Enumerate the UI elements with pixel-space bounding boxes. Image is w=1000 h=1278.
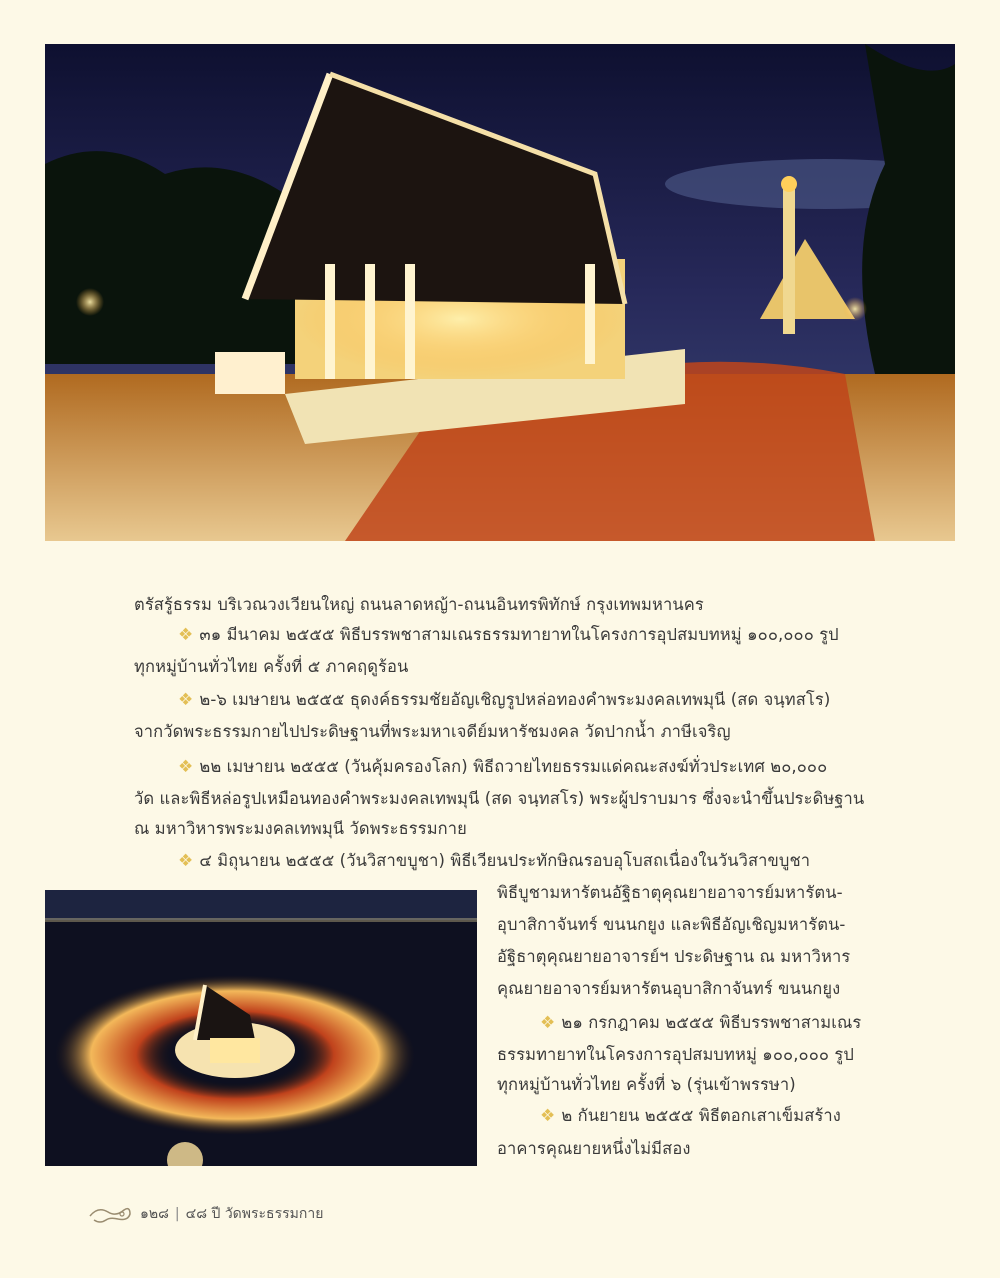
event-item-4-text: ๔ มิถุนายน ๒๕๕๕ (วันวิสาขบูชา) พิธีเวียนประทักษิณรอบอุโบสถเนื่องในวันวิสาขบูชา (199, 851, 811, 870)
footer-separator: | (174, 1206, 180, 1222)
diamond-flower-icon: ❖ (178, 690, 194, 710)
ceremony-photo-bottom (45, 890, 477, 1166)
event-item-1-line-2: ทุกหมู่บ้านทั่วไทย ครั้งที่ ๕ ภาคฤดูร้อน (134, 657, 409, 676)
event-item-5-text: ๒๑ กรกฎาคม ๒๕๕๕ พิธีบรรพชาสามเณร (561, 1013, 862, 1032)
event-item-3-line-2: วัด และพิธีหล่อรูปเหมือนทองคำพระมงคลเทพมุนี (สด จนฺทสโร) พระผู้ปราบมาร ซึ่งจะนำขึ้นประดิษฐาน (134, 789, 865, 808)
diamond-flower-icon: ❖ (178, 851, 194, 871)
book-title: ๔๘ ปี วัดพระธรรมกาย (185, 1206, 324, 1222)
page-footer (88, 1203, 323, 1225)
event-item-1-text: ๓๑ มีนาคม ๒๕๕๕ พิธีบรรพชาสามเณรธรรมทายาทในโครงการอุปสมบทหมู่ ๑๐๐,๐๐๐ รูป (199, 625, 839, 644)
event-item-4-line-1 (178, 850, 810, 872)
diamond-flower-icon: ❖ (540, 1013, 556, 1033)
event-item-3-line-3: ณ มหาวิหารพระมงคลเทพมุนี วัดพระธรรมกาย (134, 819, 467, 838)
event-item-6-line-1 (540, 1105, 841, 1127)
event-item-4-line-3: อุบาสิกาจันทร์ ขนนกยูง และพิธีอัญเชิญมหารัตน- (497, 915, 846, 934)
event-item-3-text: ๒๒ เมษายน ๒๕๕๕ (วันคุ้มครองโลก) พิธีถวายไทยธรรมแด่คณะสงฆ์ทั่วประเทศ ๒๐,๐๐๐ (199, 757, 828, 776)
event-item-2-line-2: จากวัดพระธรรมกายไปประดิษฐานที่พระมหาเจดีย์มหารัชมงคล วัดปากน้ำ ภาษีเจริญ (134, 722, 731, 741)
aerial-candle-ceremony-image (45, 890, 477, 1166)
event-item-5-line-3: ทุกหมู่บ้านทั่วไทย ครั้งที่ ๖ (รุ่นเข้าพรรษา) (497, 1075, 796, 1094)
event-item-5-line-1 (540, 1012, 861, 1034)
event-item-2-line-1 (178, 689, 830, 711)
event-item-5-line-2: ธรรมทายาทในโครงการอุปสมบทหมู่ ๑๐๐,๐๐๐ รูป (497, 1045, 854, 1064)
paragraph-continuation: ตรัสรู้ธรรม บริเวณวงเวียนใหญ่ ถนนลาดหญ้า-ถนนอินทรพิทักษ์ กรุงเทพมหานคร (134, 595, 704, 614)
page-number: ๑๒๘ (140, 1206, 169, 1222)
swirl-ornament-icon (88, 1204, 132, 1224)
diamond-flower-icon: ❖ (178, 625, 194, 645)
event-item-4-line-5: คุณยายอาจารย์มหารัตนอุบาสิกาจันทร์ ขนนกยูง (497, 979, 841, 998)
event-item-1-line-1 (178, 624, 839, 646)
event-item-6-line-2: อาคารคุณยายหนึ่งไม่มีสอง (497, 1139, 691, 1158)
temple-night-ceremony-image (45, 44, 955, 541)
ceremony-photo-top (45, 44, 955, 541)
event-item-6-text: ๒ กันยายน ๒๕๕๕ พิธีตอกเสาเข็มสร้าง (561, 1106, 841, 1125)
event-item-3-line-1 (178, 756, 827, 778)
diamond-flower-icon: ❖ (178, 757, 194, 777)
event-item-4-line-4: อัฐิธาตุคุณยายอาจารย์ฯ ประดิษฐาน ณ มหาวิหาร (497, 947, 851, 966)
event-item-2-text: ๒-๖ เมษายน ๒๕๕๕ ธุดงค์ธรรมชัยอัญเชิญรูปหล่อทองคำพระมงคลเทพมุนี (สด จนฺทสโร) (199, 690, 831, 709)
diamond-flower-icon: ❖ (540, 1106, 556, 1126)
event-item-4-line-2: พิธีบูชามหารัตนอัฐิธาตุคุณยายอาจารย์มหารัตน- (497, 883, 843, 902)
